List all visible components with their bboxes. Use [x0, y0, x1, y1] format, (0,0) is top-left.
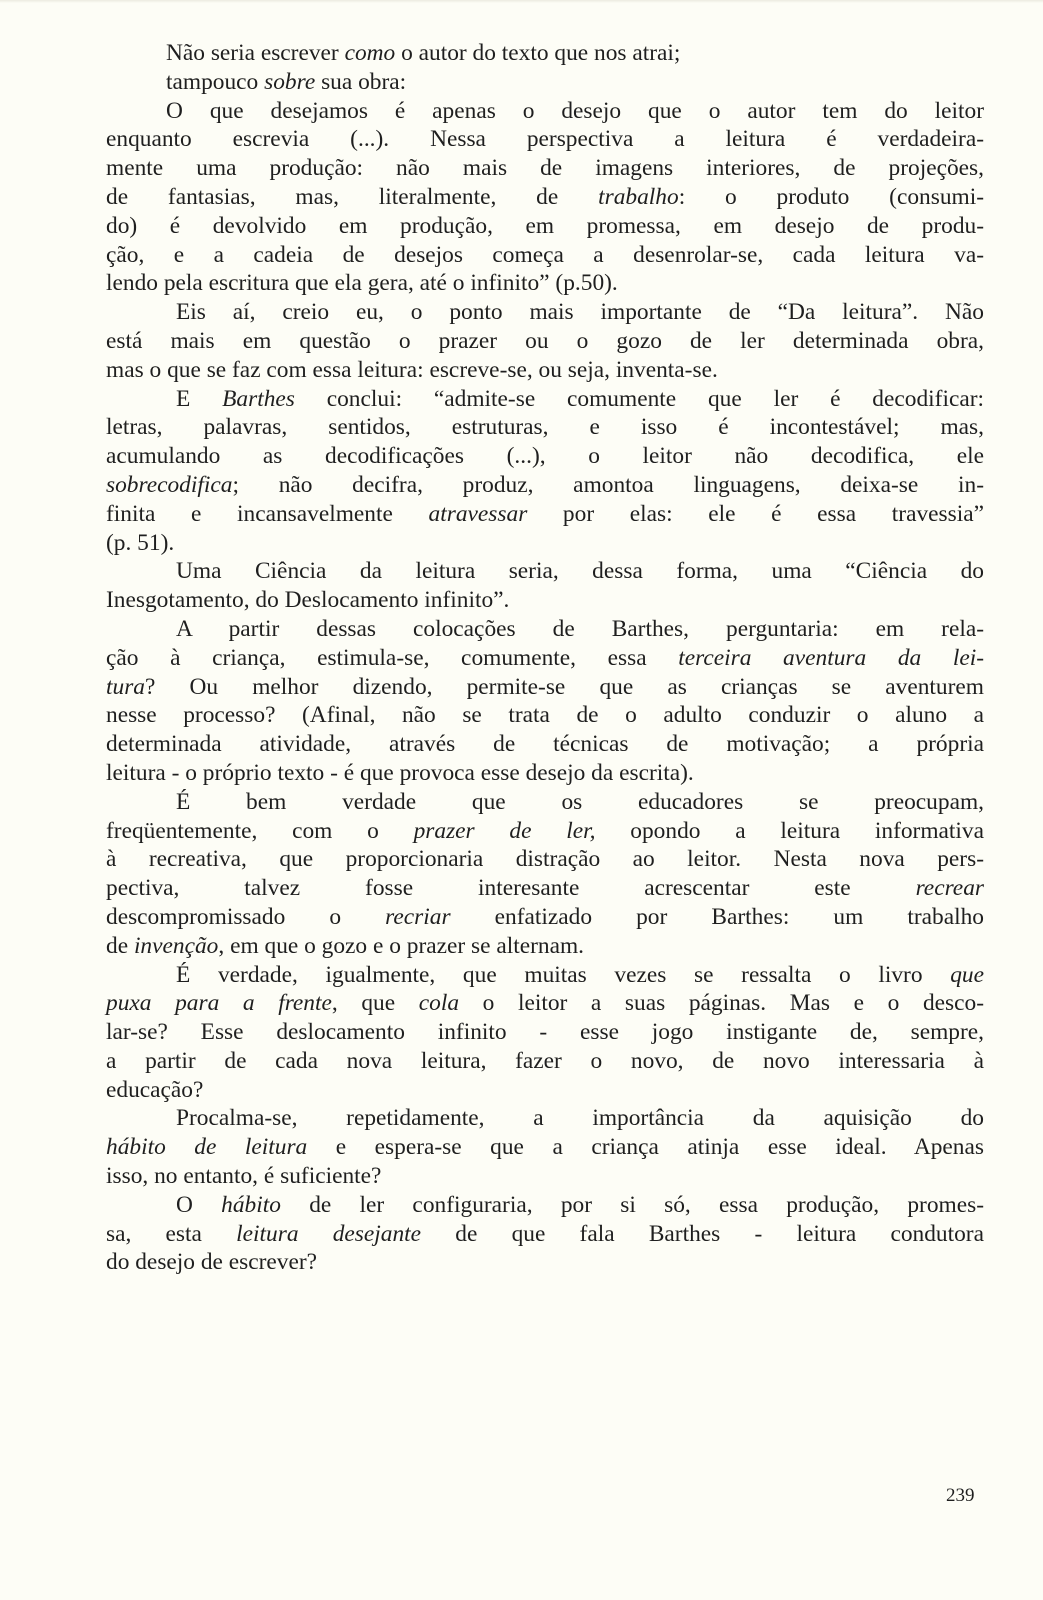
- text-line: [106, 1133, 984, 1162]
- text-span: ção, e a cadeia de desejos começa a desenrolar-se, cada leitura va-: [106, 241, 984, 268]
- text-span: a partir de cada nova leitura, fazer o novo, de novo interessaria à: [106, 1047, 984, 1074]
- text-line: [106, 730, 984, 759]
- italic-text: como: [344, 40, 396, 66]
- text-span: letras, palavras, sentidos, estruturas, e isso é incontestável; mas,: [106, 414, 984, 441]
- text-line: [106, 701, 984, 730]
- text-line: [106, 961, 984, 990]
- italic-text: hábito: [221, 1191, 281, 1218]
- text-line: [106, 1047, 984, 1076]
- text-span: lendo pela escritura que ela gera, até o infinito” (p.50).: [106, 270, 618, 297]
- text-line: [106, 673, 984, 702]
- text-line: [106, 1191, 984, 1220]
- text-span: Inesgotamento, do Deslocamento infinito”.: [106, 587, 510, 614]
- text-line: [106, 500, 984, 529]
- italic-text: atravessar: [428, 500, 528, 527]
- text-span: Eis aí, creio eu, o ponto mais importante de “Da leitura”. Não: [176, 299, 984, 326]
- text-span: do desejo de escrever?: [106, 1249, 318, 1276]
- text-span: do) é devolvido em produção, em promessa, em desejo de produ-: [106, 212, 984, 239]
- text-line: [106, 932, 984, 961]
- italic-text: leitura desejante: [236, 1220, 422, 1247]
- text-line: [106, 356, 984, 385]
- text-line: [106, 759, 984, 788]
- text-line: [106, 385, 984, 414]
- text-span: acumulando as decodificações (...), o leitor não decodifica, ele: [106, 443, 984, 470]
- text-span: determinada atividade, através de técnicas de motivação; a própria: [106, 731, 984, 758]
- text-span: , em que o gozo e o prazer se alternam.: [218, 932, 585, 959]
- text-line: [106, 154, 984, 183]
- italic-text: recriar: [385, 903, 451, 930]
- text-span: de: [106, 932, 134, 959]
- text-span: à recreativa, que proporcionaria distração ao leitor. Nesta nova pers-: [106, 846, 984, 873]
- italic-text: trabalho: [598, 183, 679, 210]
- text-line: [106, 615, 984, 644]
- text-span: É bem verdade que os educadores se preocupam,: [176, 788, 984, 815]
- text-line: [106, 1220, 984, 1249]
- text-span: Não seria escrever: [166, 40, 345, 66]
- text-span: ; não decifra, produz, amontoa linguagens, deixa-se in-: [232, 471, 984, 498]
- page-top-edge: [0, 0, 1043, 3]
- text-span: O que desejamos é apenas o desejo que o autor tem do leitor: [166, 97, 984, 124]
- text-span: o leitor a suas páginas. Mas e o desco-: [459, 990, 984, 1017]
- text-line: [106, 125, 984, 154]
- text-line: [106, 298, 984, 327]
- text-span: sua obra:: [315, 68, 407, 95]
- text-span: de que fala Barthes - leitura condutora: [421, 1220, 984, 1247]
- text-line: [106, 989, 984, 1018]
- text-span: está mais em questão o prazer ou o gozo de ler determinada obra,: [106, 327, 984, 354]
- text-line: [106, 68, 984, 97]
- text-span: finita e incansavelmente: [106, 500, 429, 527]
- italic-text: terceira aventura da lei-: [678, 644, 984, 671]
- text-span: conclui: “admite-se comumente que ler é decodificar:: [294, 385, 984, 412]
- italic-text: que: [950, 961, 984, 988]
- italic-text: sobrecodifica: [106, 471, 233, 498]
- italic-text: puxa para a frente: [106, 990, 332, 1017]
- text-span: descompromissado o: [106, 903, 386, 930]
- text-span: mas o que se faz com essa leitura: escreve-se, ou seja, inventa-se.: [106, 356, 718, 383]
- italic-text: recrear: [915, 875, 984, 902]
- text-line: [106, 1018, 984, 1047]
- text-line: [106, 903, 984, 932]
- text-line: [106, 874, 984, 903]
- text-line: [106, 1076, 984, 1105]
- italic-text: invenção: [133, 932, 219, 959]
- text-span: de fantasias, mas, literalmente, de: [106, 183, 599, 210]
- page-number: 239: [946, 1485, 975, 1506]
- text-line: [106, 269, 984, 298]
- text-span: ção à criança, estimula-se, comumente, essa: [106, 644, 679, 671]
- text-line: [106, 39, 984, 68]
- text-span: mente uma produção: não mais de imagens interiores, de projeções,: [106, 155, 984, 182]
- text-span: freqüentemente, com o: [106, 817, 414, 844]
- text-span: pectiva, talvez fosse interesante acrescentar este: [106, 875, 916, 902]
- text-line: [106, 817, 984, 846]
- text-span: A partir dessas colocações de Barthes, perguntaria: em rela-: [176, 615, 984, 642]
- text-span: E: [176, 385, 223, 412]
- italic-text: prazer de ler,: [413, 817, 596, 844]
- text-span: isso, no entanto, é suficiente?: [106, 1163, 382, 1190]
- text-line: [106, 644, 984, 673]
- text-line: [106, 1104, 984, 1133]
- text-span: leitura - o próprio texto - é que provoca esse desejo da escrita).: [106, 759, 694, 786]
- text-span: ? Ou melhor dizendo, permite-se que as crianças se aventurem: [145, 673, 984, 700]
- text-span: o autor do texto que nos atrai;: [395, 40, 681, 66]
- text-line: [106, 241, 984, 270]
- text-span: lar-se? Esse deslocamento infinito - esse jogo instigante de, sempre,: [106, 1019, 984, 1046]
- text-span: Uma Ciência da leitura seria, dessa forma, uma “Ciência do: [176, 558, 984, 585]
- text-span: nesse processo? (Afinal, não se trata de o adulto conduzir o aluno a: [106, 702, 984, 729]
- text-line: [106, 586, 984, 615]
- text-span: (p. 51).: [106, 529, 175, 556]
- text-line: [106, 212, 984, 241]
- text-line: [106, 1162, 984, 1191]
- text-span: enquanto escrevia (...). Nessa perspectiva a leitura é verdadeira-: [106, 126, 984, 153]
- text-span: de ler configuraria, por si só, essa produção, promes-: [280, 1191, 985, 1218]
- text-span: : o produto (consumi-: [678, 183, 985, 210]
- text-span: , que: [331, 990, 419, 1017]
- italic-text: tura: [106, 673, 145, 700]
- text-line: [106, 529, 984, 558]
- text-span: tampouco: [166, 68, 265, 95]
- text-line: [106, 183, 984, 212]
- text-span: Procalma-se, repetidamente, a importância da aquisição do: [176, 1105, 984, 1132]
- italic-text: sobre: [264, 68, 316, 95]
- italic-text: Barthes: [222, 385, 295, 412]
- text-line: [106, 557, 984, 586]
- text-span: enfatizado por Barthes: um trabalho: [450, 903, 984, 930]
- text-line: [106, 1248, 984, 1277]
- text-line: [106, 788, 984, 817]
- italic-text: hábito de leitura: [106, 1134, 308, 1161]
- text-line: [106, 97, 984, 126]
- text-span: sa, esta: [106, 1220, 237, 1247]
- page-body-text: [106, 39, 984, 1277]
- text-span: educação?: [106, 1076, 204, 1103]
- italic-text: cola: [418, 990, 460, 1017]
- text-line: [106, 471, 984, 500]
- text-line: [106, 845, 984, 874]
- text-line: [106, 413, 984, 442]
- text-span: O: [176, 1191, 222, 1218]
- text-span: É verdade, igualmente, que muitas vezes se ressalta o livro: [176, 961, 951, 988]
- text-span: opondo a leitura informativa: [595, 817, 984, 844]
- text-line: [106, 442, 984, 471]
- text-span: por elas: ele é essa travessia”: [527, 500, 984, 527]
- text-line: [106, 327, 984, 356]
- text-span: e espera-se que a criança atinja esse ideal. Apenas: [307, 1134, 984, 1161]
